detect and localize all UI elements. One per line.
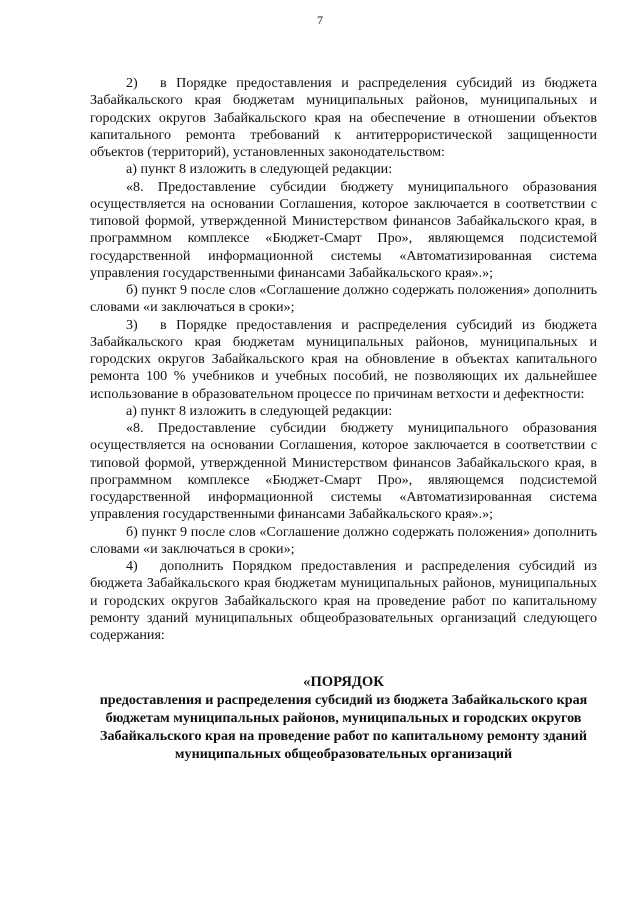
paragraph-text: в Порядке предоставления и распределения субсидий из бюджета Забайкальского края бюджетам муниципальных районов, муниципальных и городских округов Забайкальского края на обеспечение в отношении объектов капитального ремонта требований к антитеррористической защищенности объектов (территорий), установленных законодательством: — [90, 75, 597, 160]
paragraph-quoted-clause: «8. Предоставление субсидии бюджету муниципального образования осуществляется на основании Соглашения, которое заключается в соответствии с типовой формой, утвержденной Министерством финансов Забайкальского края, в программном комплексе «Бюджет-Смарт Про», являющемся подсистемой государственной информационной системы «Автоматизированная система управления государственными финансами Забайкальского края».»; — [90, 178, 597, 281]
page-number: 7 — [317, 13, 323, 27]
paragraph-subitem-a: а) пункт 8 изложить в следующей редакции: — [126, 161, 393, 178]
paragraph-item-3 — [90, 317, 597, 403]
item-number: 4) — [126, 558, 138, 574]
item-number: 2) — [126, 75, 138, 91]
paragraph-item-4 — [90, 558, 597, 644]
order-title: «ПОРЯДОК — [303, 674, 384, 691]
document-body — [90, 75, 597, 763]
paragraph-subitem-b: б) пункт 9 после слов «Соглашение должно содержать положения» дополнить словами «и заключаться в сроки»; — [90, 523, 597, 557]
paragraph-quoted-clause: «8. Предоставление субсидии бюджету муниципального образования осуществляется на основании Соглашения, которое заключается в соответствии с типовой формой, утвержденной Министерством финансов Забайкальского края, в программном комплексе «Бюджет-Смарт Про», являющемся подсистемой государственной информационной системы «Автоматизированная система управления государственными финансами Забайкальского края».»; — [90, 420, 597, 523]
paragraph-item-2 — [90, 75, 597, 161]
paragraph-text: дополнить Порядком предоставления и распределения субсидий из бюджета Забайкальского края бюджетам муниципальных районов, муниципальных и городских округов Забайкальского края на проведение работ по капитальному ремонту зданий муниципальных общеобразовательных организаций следующего содержания: — [90, 558, 597, 643]
paragraph-text: в Порядке предоставления и распределения субсидий из бюджета Забайкальского края бюджетам муниципальных районов, муниципальных и городских округов Забайкальского края на обновление в объектах капитального ремонта 100 % учебников и учебных пособий, не позволяющих их дальнейшее использование в образовательном процессе по причинам ветхости и дефектности: — [90, 316, 597, 402]
paragraph-subitem-a: а) пункт 8 изложить в следующей редакции: — [126, 402, 393, 419]
item-number: 3) — [126, 316, 138, 333]
section-spacer — [90, 644, 597, 673]
paragraph-subitem-b: б) пункт 9 после слов «Соглашение должно содержать положения» дополнить словами «и заключаться в сроки»; — [90, 282, 597, 316]
order-subtitle: предоставления и распределения субсидий из бюджета Забайкальского края бюджетам муниципальных районов, муниципальных и городских округов Забайкальского края на проведение работ по капитальному ремонту зданий муниципальных общеобразовательных организаций — [99, 692, 588, 763]
